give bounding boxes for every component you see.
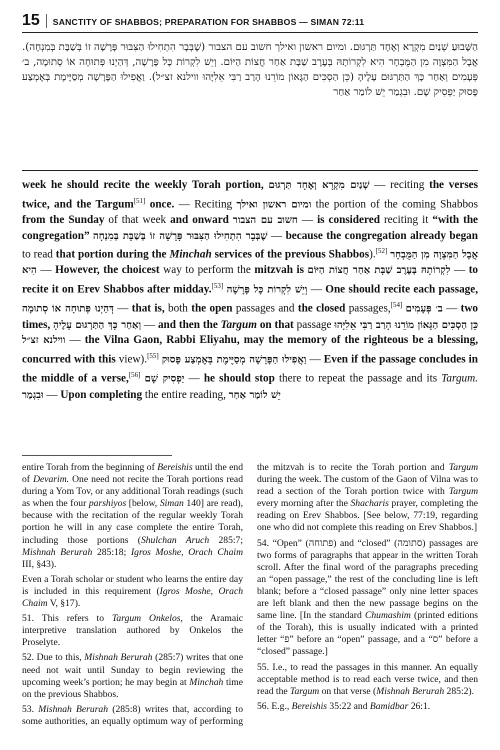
footnote-ref: [53] bbox=[211, 282, 224, 291]
bold-run: the Vilna Gaon, Rabbi Eliyahu, may the memory of the righteous be a blessing, concurred with this bbox=[22, 334, 479, 366]
italic-run: Targum bbox=[290, 685, 320, 697]
text-run: passage bbox=[293, 318, 335, 331]
hebrew-phrase: כֵּן הַסְכִּים הַגָּאוֹן מוֹרֵנוּ הָרַב רַבִּי אֵלִיָּהוּ ווילנא זצ״ל bbox=[22, 319, 478, 347]
hebrew-phrase: וְיֵשׁ לִקְרוֹת כָּל פָּרָשָׁה bbox=[226, 284, 308, 296]
text-run: entire Torah from the beginning of bbox=[22, 462, 158, 473]
text-run: — Reciting bbox=[174, 198, 237, 211]
text-run: 51. This refers to bbox=[22, 613, 112, 625]
text-run: way to perform the bbox=[159, 264, 255, 277]
section-divider bbox=[22, 170, 478, 171]
text-run: — bbox=[267, 229, 286, 242]
bold-run: Upon completing bbox=[60, 388, 143, 401]
italic-run: Mishnah Berurah bbox=[38, 703, 109, 715]
text-run: the portion of the coming Shabbos bbox=[311, 198, 478, 211]
text-run: (285:7) writes that one need not wait until Sunday to begin reviewing the upcoming week’s portion; he may begin at bbox=[22, 652, 243, 688]
italic-run: Bereishis bbox=[157, 462, 193, 473]
bold-run: However, the choicest bbox=[55, 264, 160, 277]
bold-run: two times, bbox=[22, 303, 479, 331]
hebrew-phrase: וְאַחַר כָּךְ הַתַּרְגּוּם עָלֶיהָ bbox=[53, 319, 142, 331]
text-run: — bbox=[113, 303, 132, 316]
text-run: 140] are read), because with the recitation of the regular weekly Torah portion he will in any case complete the entire Torah, including those portions ( bbox=[22, 498, 243, 546]
footnote bbox=[22, 613, 243, 649]
footnote-ref: [51] bbox=[133, 196, 146, 205]
italic-run: Minchah bbox=[189, 676, 224, 688]
header-rule bbox=[22, 32, 478, 33]
italic-run: parshiyos bbox=[88, 498, 127, 510]
text-run: III, §43). bbox=[22, 558, 57, 570]
text-run: 285:18; bbox=[92, 546, 131, 558]
bold-run: the open bbox=[191, 303, 233, 316]
text-run: — reciting bbox=[369, 179, 430, 191]
text-run: to read bbox=[22, 248, 56, 261]
footnote bbox=[257, 538, 478, 659]
text-run: — bbox=[36, 264, 56, 277]
text-run: — bbox=[297, 213, 318, 226]
text-run: 56. E.g., bbox=[257, 700, 292, 712]
bold-run: and then the bbox=[157, 318, 221, 331]
footnote-ref: [55] bbox=[147, 351, 159, 360]
text-run: of that week bbox=[104, 213, 171, 226]
italic-run: Igros Moshe, Orach Chaim bbox=[130, 546, 243, 558]
text-run: 26:1. bbox=[408, 700, 431, 712]
footnote bbox=[22, 462, 243, 571]
footnote bbox=[22, 574, 243, 610]
bold-run: on that bbox=[256, 318, 294, 331]
italic-run: Mishnah Berurah bbox=[22, 546, 93, 558]
bold-run: services of the previous Shabbos bbox=[211, 248, 370, 261]
text-run: passages and bbox=[232, 303, 298, 316]
text-run: One need not recite the Torah portions read during a Yom Tov, or any additional Torah readings (such as when the four bbox=[22, 474, 243, 510]
bold-run: is considered bbox=[317, 213, 380, 226]
text-run: the Aramaic interpretive translation authored by Onkelos the Proselyte. bbox=[22, 613, 243, 649]
italic-run: Shulchan Aruch bbox=[140, 534, 210, 546]
hebrew-phrase: ומיום ראשון ואילך bbox=[236, 199, 312, 211]
bold-run: the closed bbox=[297, 303, 346, 316]
bold-run: mitzvah is bbox=[254, 264, 308, 277]
text-run: view). bbox=[115, 353, 148, 366]
text-run: 285:7; bbox=[209, 534, 243, 546]
text-run: — bbox=[43, 388, 61, 401]
running-title: SANCTITY OF SHABBOS; PREPARATION FOR SHABBOS — SIMAN 72:11 bbox=[52, 17, 365, 27]
italic-run: Shacharis bbox=[350, 498, 389, 510]
footnote-ref: [52] bbox=[375, 247, 388, 256]
text-run: [below, bbox=[126, 498, 160, 510]
hebrew-phrase: אֲבָל הַמִּצְוָה מִן הַמֻּבְחָר הִיא bbox=[22, 249, 478, 277]
header-separator bbox=[46, 14, 47, 28]
hebrew-phrase: יֵשׁ לוֹמַר אַחַר bbox=[228, 389, 281, 401]
text-run: 54. “Open” (פתוחה) and “closed” (סתומה) passages are two forms of paragraphs that appear in the written Torah scroll. After the final word of the paragraphs preceding an “open passage,” the rest of the concluding line is left blank; before a “closed passage” only nine letter spaces are left blank and then the new passage begins on the same line. [In the standard bbox=[257, 537, 478, 622]
italic-run: Targum. bbox=[441, 372, 479, 385]
text-run: ). bbox=[369, 248, 376, 261]
bold-run: to recite it on Erev Shabbos after midday. bbox=[22, 264, 479, 296]
text-run: — bbox=[306, 353, 324, 366]
footnote-rule bbox=[22, 455, 172, 456]
italic-run: Bereishis bbox=[291, 700, 328, 712]
italic-run: Siman bbox=[159, 498, 184, 510]
bold-run: he should stop bbox=[203, 372, 275, 385]
text-run: every morning after the bbox=[257, 498, 351, 510]
footnote-ref: [56] bbox=[128, 371, 141, 380]
text-run: both bbox=[164, 303, 192, 316]
hebrew-phrase: חשוב עם הצבור bbox=[232, 214, 298, 226]
footnote bbox=[22, 652, 243, 700]
text-run: there to repeat the passage and its bbox=[274, 372, 442, 385]
text-run: 35:22 and bbox=[327, 700, 370, 712]
italic-run: Igros Moshe, Orach Chaim bbox=[22, 585, 244, 610]
italic-run: Targum bbox=[448, 486, 478, 498]
italic-run: Mishnah Berurah bbox=[376, 685, 445, 697]
text-run: during the week. The custom of the Gaon of Vilna was to read a section of the Torah portion twice with bbox=[257, 474, 478, 498]
hebrew-phrase: וּבִגְמַר bbox=[22, 389, 44, 401]
hebrew-phrase: דְּהַיְנוּ פְּתוּחָה אוֹ סְתוּמָה bbox=[22, 304, 114, 316]
elucidation-paragraph bbox=[22, 178, 478, 403]
hebrew-phrase: לִקְרוֹתָהּ בְּעֶרֶב שַׁבָּת אַחַר חֲצוֹת הַיּוֹם bbox=[307, 265, 451, 277]
bold-run: from the Sunday bbox=[22, 213, 105, 226]
hebrew-phrase: וַאֲפִילוּ הַפָּרָשָׁה מְסַיֶּימֶת בְּאֶמְצַע פָּסוּק bbox=[161, 354, 307, 366]
bold-run: that is, bbox=[131, 303, 165, 316]
footnotes bbox=[22, 462, 478, 744]
italic-run: Chumashim bbox=[364, 610, 411, 622]
text-run: 285:2). bbox=[444, 685, 475, 697]
text-run: — bbox=[450, 264, 469, 277]
elucidation-text bbox=[22, 178, 478, 403]
text-run: on that verse ( bbox=[319, 685, 377, 697]
text-run: reciting it bbox=[379, 213, 433, 226]
bold-run: and onward bbox=[170, 213, 233, 226]
hebrew-phrase: ב׳ פְּעָמִים bbox=[405, 304, 443, 316]
running-header bbox=[22, 8, 478, 30]
bold-run: once. bbox=[145, 198, 175, 211]
hebrew-phrase: שְׁנַיִם מִקְרָא וְאֶחָד תַּרְגּוּם bbox=[268, 180, 370, 191]
italic-run: Targum bbox=[448, 462, 478, 473]
text-run: Even a Torah scholar or student who learns the entire day is included in this requirement ( bbox=[22, 573, 243, 597]
text-run: — bbox=[442, 303, 461, 316]
page-number: 15 bbox=[22, 12, 40, 29]
text-run: — bbox=[141, 318, 158, 331]
bold-run: One should recite each passage, bbox=[325, 283, 479, 296]
text-run: 53. bbox=[22, 703, 39, 715]
bold-run: week he should recite the weekly Torah portion, bbox=[22, 179, 269, 191]
text-run: until the end of bbox=[22, 462, 244, 486]
text-run: time on the previous Shabbos. bbox=[22, 676, 243, 700]
italic-run: Mishnah Berurah bbox=[84, 652, 153, 664]
text-run: 52. Due to this, bbox=[22, 652, 85, 664]
bold-italic-run: Minchah bbox=[169, 248, 212, 261]
text-run: the entire reading, bbox=[142, 388, 229, 401]
bold-run: Even if the passage concludes in the middle of a verse, bbox=[22, 353, 478, 385]
text-run: (285:8) writes that, according to some authorities, an equally optimum way of performing the mitzvah is to recite the Torah portion and bbox=[22, 462, 449, 727]
text-run: passages, bbox=[345, 303, 391, 316]
text-run: — bbox=[184, 372, 204, 385]
text-run: (printed editions of the Torah), this is usually indicated with a printed letter “פ” before an “open” passage, and a “ס” before a “closed” passage.] bbox=[257, 610, 479, 658]
hebrew-paragraph: הַשָּׁבוּעַ שְׁנַיִם מִקְרָא וְאֶחָד תַּרְגּוּם. ומיום ראשון ואילך חשוב עם הצבור (שֶׁבְּבָר הִתְחִילוּ הַצִּבּוּר פָּרָשָׁה זוֹ בְּשַׁבָּת בְּמִנְחָה). אֲבָל הַמִּצְוָה מִן הַמֻּבְחָר הִיא לִקְרוֹתָהּ בְּעֶרֶב שַׁבָּת אַחַר חֲצוֹת הַיּוֹם. וְיֵשׁ לִקְרוֹת כָּל פָּרָשָׁה, דְּהַיְנוּ פְּתוּחָה אוֹ סְתוּמָה, ב׳ פְּעָמִים וְאַחַר כָּךְ הַתַּרְגּוּם עָלֶיהָ (כֵּן הַסְכִּים הַגָּאוֹן מוֹרֵנוּ הָרַב רַבִּי אֵלִיָּהוּ ווילנא זצ״ל). וַאֲפִילוּ הַפָּרָשָׁה מְסַיֶּימֶת בְּאֶמְצַע פָּסוּק יַפְסִיק שָׁם. וּבִגְמַר יֵשׁ לוֹמַר אַחַר bbox=[22, 42, 478, 98]
footnote-ref: [54] bbox=[390, 301, 403, 310]
italic-run: Targum Onkelos, bbox=[111, 613, 183, 625]
bold-run: the verses twice, and the Targum bbox=[22, 179, 478, 211]
text-run: V, §17). bbox=[47, 598, 81, 610]
footnote bbox=[257, 701, 478, 713]
text-run: 55. I.e., to read the passages in this manner. An equally acceptable method is to read each verse twice, and then read the bbox=[257, 661, 478, 697]
text-run: prayer, completing the reading on Erev Shabbos. [See below, 77:19, regarding one who did not complete this reading on Erev Shabbos.] bbox=[257, 498, 479, 534]
footnote bbox=[257, 662, 478, 698]
hebrew-phrase: יַפְסִיק שָׁם bbox=[144, 373, 185, 385]
hebrew-phrase: שֶׁבְּבָר הִתְחִילוּ הַצִּבּוּר פָּרָשָׁה זוֹ בְּשַׁבָּת בְּמִנְחָה bbox=[93, 230, 268, 242]
bold-run: “with the congregation” bbox=[22, 213, 479, 242]
bold-run: that portion during the bbox=[55, 248, 170, 261]
italic-run: Devarim. bbox=[33, 474, 70, 486]
hebrew-source-text bbox=[22, 40, 478, 100]
bold-italic-run: Targum bbox=[220, 318, 257, 331]
text-run: — bbox=[65, 334, 85, 347]
italic-run: Bamidbar bbox=[369, 700, 409, 712]
bold-run: because the congregation already began bbox=[285, 229, 478, 242]
text-run: — bbox=[307, 283, 326, 296]
